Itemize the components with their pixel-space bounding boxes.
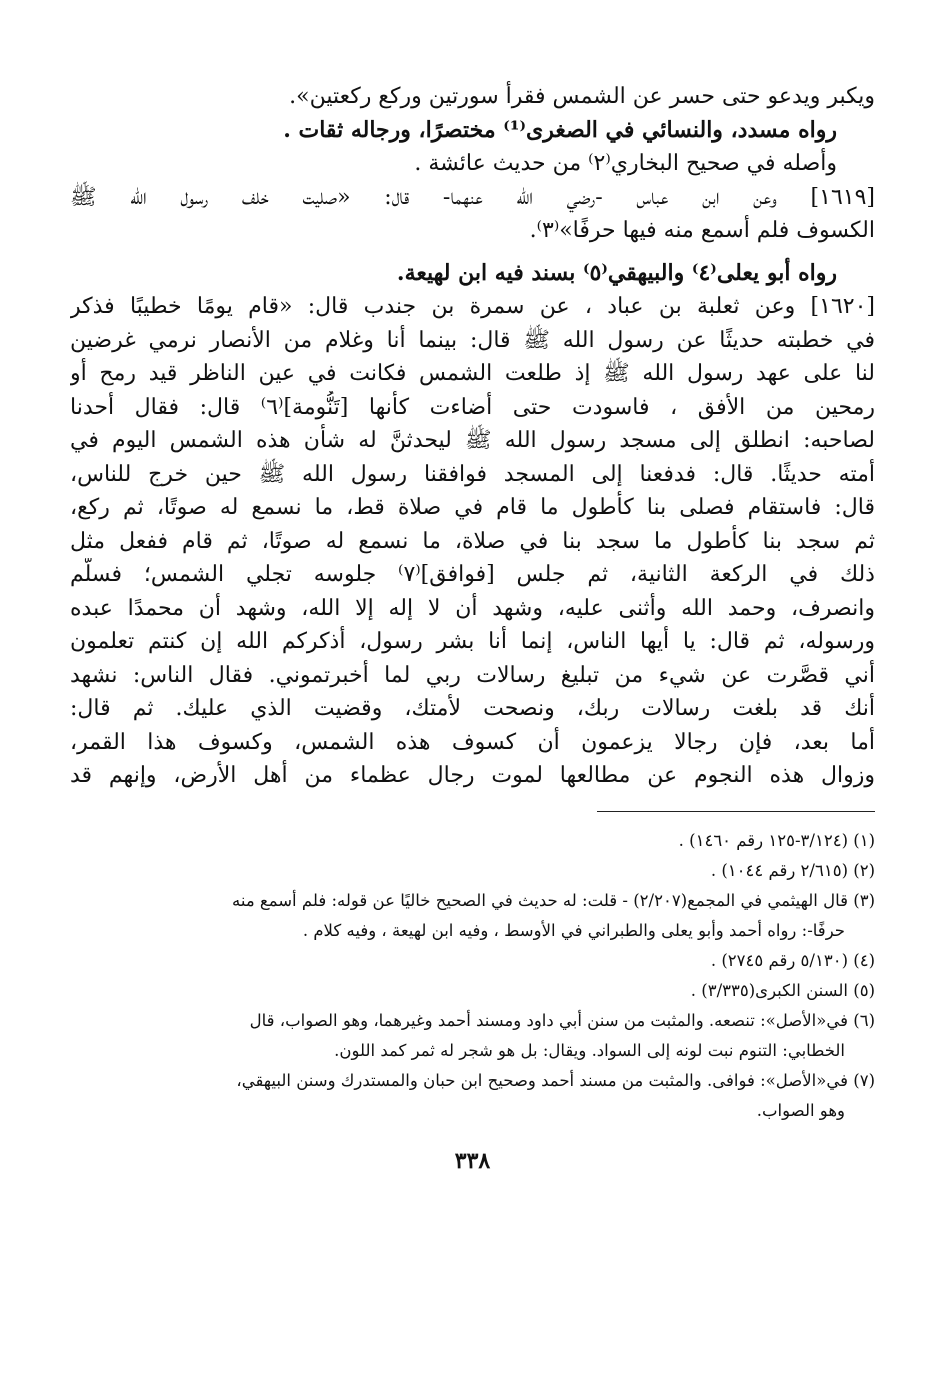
footnote-4: (٤) (٥/١٣٠ رقم ٢٧٤٥) .: [710, 950, 875, 970]
footnote-5: (٥) السنن الكبرى(٣/٣٣٥) .: [690, 980, 875, 1000]
hadith-line: أنك قد بلغت رسالات ربك، ونصحت لأمتك، وقضيت الذي عليك. ثم قال:: [70, 696, 875, 721]
hadith-line: [١٦١٩] وعن ابن عباس -رضي الله عنهما- قال: «صليت خلف رسول الله ﷺ: [70, 184, 875, 210]
hadith-line: رمحين من الأفق ، فاسودت حتى أضاءت كأنها [تَنُّومة]⁽٦⁾ قال: فقال أحدنا: [70, 394, 875, 420]
hadith-line: أمته حديثًا. قال: فدفعنا إلى المسجد فوافقنا رسول الله ﷺ حين خرج للناس،: [70, 461, 875, 487]
source-citation: رواه مسدد، والنسائي في الصغرى⁽¹⁾ مختصرًا، ورجاله ثقات .: [283, 116, 837, 143]
hadith-line: [١٦٢٠] وعن ثعلبة بن عباد ، عن سمرة بن جندب قال: «قام يومًا خطيبًا فذكر: [70, 294, 875, 319]
hadith-line: أما بعد، فإن رجالا يزعمون أن كسوف هذه الشمس، وكسوف هذا القمر،: [70, 729, 875, 755]
book-page: [70, 80, 875, 1350]
hadith-line: وزوال هذه النجوم عن مطالعها لموت رجال عظماء من أهل الأرض، وإنهم قد: [70, 763, 875, 788]
footnotes: [70, 826, 875, 1126]
footnote-separator: [597, 811, 875, 812]
footnote-7-continuation: وهو الصواب.: [756, 1100, 845, 1120]
main-text: [70, 80, 875, 793]
hadith-line: أني قصَّرت عن شيء من تبليغ رسالات ربي لما أخبرتموني. فقال الناس: نشهد: [70, 662, 875, 688]
text-line: ويكبر ويدعو حتى حسر عن الشمس فقرأ سورتين وركع ركعتين».: [289, 84, 875, 109]
hadith-line: قال: فاستقام فصلى بنا كأطول ما قام في صلاة قط، ما نسمع له صوتًا، ثم ركع،: [70, 495, 875, 520]
hadith-line: ذلك في الركعة الثانية، ثم جلس [فوافق]⁽٧⁾ جلوسه تجلي الشمس؛ فسلَّم: [70, 562, 875, 587]
footnote-3-continuation: حرفًا-: رواه أحمد وأبو يعلى والطبراني في الأوسط ، وفيه ابن لهيعة ، وفيه كلام .: [302, 920, 845, 940]
hadith-line: الكسوف فلم أسمع منه فيها حرفًا»⁽٣⁾.: [529, 218, 875, 243]
footnote-6: (٦) في«الأصل»: تنصعه. والمثبت من سنن أبي داود ومسند أحمد وغيرهما، وهو الصواب، قال: [249, 1010, 875, 1030]
hadith-line: لنا على عهد رسول الله ﷺ إذ طلعت الشمس فكانت في عين الناظر قيد رمح أو: [70, 361, 875, 386]
footnote-7: (٧) في«الأصل»: فوافى. والمثبت من مسند أحمد وصحيح ابن حبان والمستدرك وسنن البيهقي،: [236, 1070, 875, 1090]
footnote-3: (٣) قال الهيثمي في المجمع(٢/٢٠٧) - قلت: له حديث في الصحيح خاليًا عن قوله: فلم أسمع منه: [232, 890, 875, 910]
hadith-line: في خطبته حديثًا عن رسول الله ﷺ قال: بينما أنا وغلام من الأنصار نرمي غرضين: [70, 327, 875, 353]
hadith-line: ورسوله، ثم قال: يا أيها الناس، إنما أنا بشر رسول، أذكركم الله إن كنتم تعلمون: [70, 629, 875, 654]
hadith-line: وانصرف، وحمد الله وأثنى عليه، وشهد أن لا إله إلا الله، وشهد أن محمدًا عبده: [70, 595, 875, 621]
footnote-6-continuation: الخطابي: التنوم نبت لونه إلى السواد. ويقال: بل هو شجر له ثمر كمد اللون.: [334, 1040, 845, 1060]
footnote-2: (٢) (٢/٦١٥ رقم ١٠٤٤) .: [710, 860, 875, 880]
text-line: وأصله في صحيح البخاري⁽٢⁾ من حديث عائشة .: [414, 151, 837, 176]
page-number: ٣٣٨: [454, 1147, 491, 1174]
hadith-line: ثم سجد بنا كأطول ما سجد بنا في صلاة، ما نسمع له صوتًا، ثم قام ففعل مثل: [70, 528, 875, 554]
footnote-1: (١) (٣/١٢٤-١٢٥ رقم ١٤٦٠) .: [678, 830, 875, 850]
hadith-line: لصاحبه: انطلق إلى مسجد رسول الله ﷺ ليحدثنَّ له شأن هذه الشمس اليوم في: [70, 428, 875, 453]
source-citation: رواه أبو يعلى⁽٤⁾ والبيهقي⁽٥⁾ بسند فيه ابن لهيعة.: [396, 259, 837, 286]
